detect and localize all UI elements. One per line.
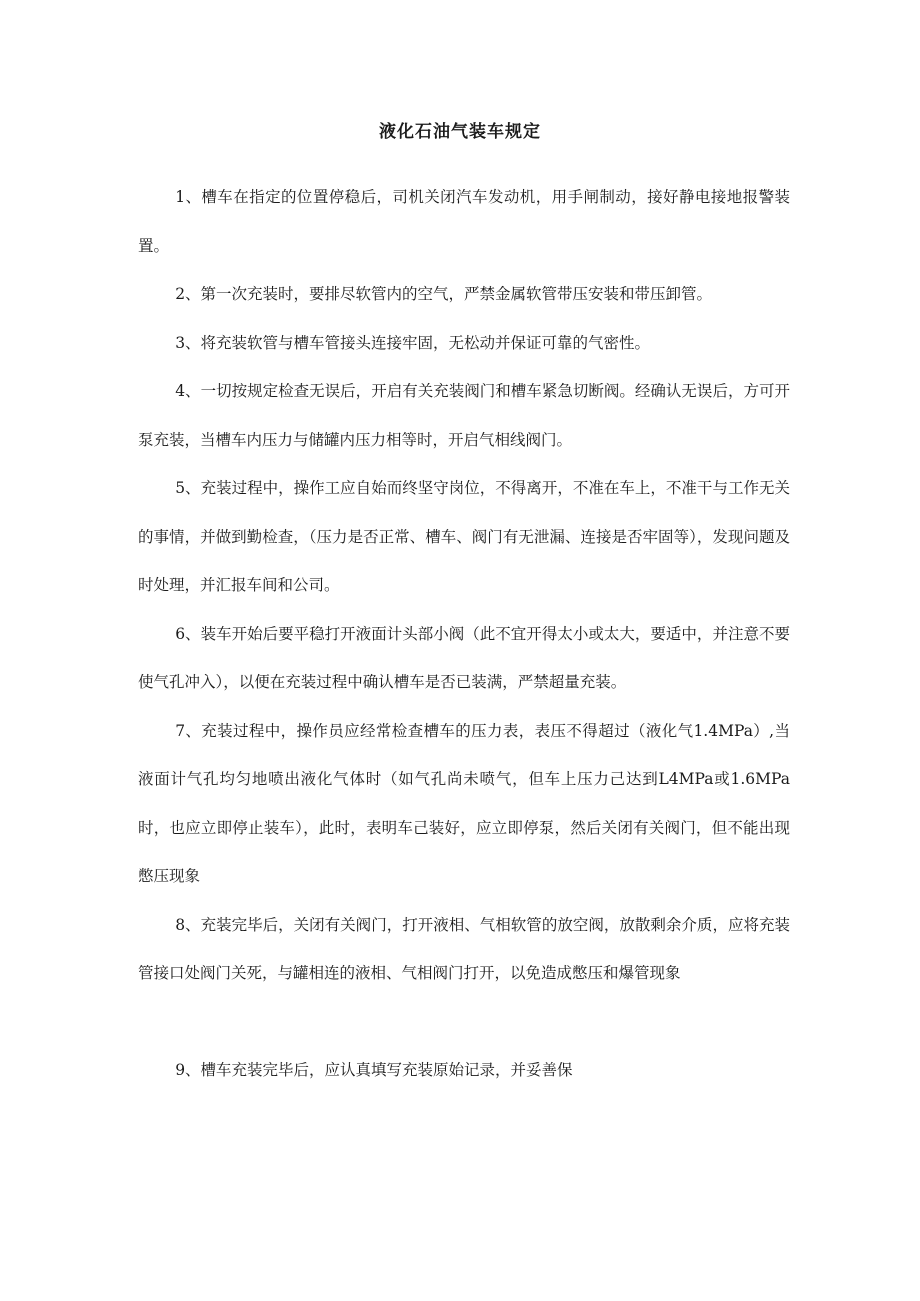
paragraph-5: 5、充装过程中，操作工应自始而终坚守岗位，不得离开，不准在车上，不准干与工作无关的事情，并做到勤检查，（压力是否正常、槽车、阀门有无泄漏、连接是否牢固等），发现问题及时处理，并汇报车间和公司。 (138, 479, 790, 594)
paragraph-2: 2、第一次充装时，要排尽软管内的空气，严禁金属软管带压安装和带压卸管。 (175, 285, 713, 303)
paragraph-8: 8、充装完毕后，关闭有关阀门，打开液相、气相软管的放空阀，放散剩余介质，应将充装管接口处阀门关死，与罐相连的液相、气相阀门打开，以免造成憋压和爆管现象 (138, 915, 790, 982)
paragraph-6: 6、装车开始后要平稳打开液面计头部小阀（此不宜开得太小或太大，要适中，并注意不要使气孔冲入），以便在充装过程中确认槽车是否已装满，严禁超量充装。 (138, 624, 790, 691)
paragraph-7: 7、充装过程中，操作员应经常检查槽车的压力表，表压不得超过（液化气1.4MPa）,当液面计气孔均匀地喷出液化气体时（如气孔尚未喷气，但车上压力己达到L4MPa或1.6MPa时，也应立即停止装车），此时，表明车己装好，应立即停泵，然后关闭有关阀门，但不能出现憋压现象 (138, 721, 790, 885)
paragraph-4: 4、一切按规定检查无误后，开启有关充装阀门和槽车紧急切断阀。经确认无误后，方可开泵充装，当槽车内压力与储罐内压力相等时，开启气相线阀门。 (138, 382, 790, 449)
paragraph-1: 1、槽车在指定的位置停稳后，司机关闭汽车发动机，用手闸制动，接好静电接地报警装置。 (138, 188, 790, 255)
paragraph-9: 9、槽车充装完毕后，应认真填写充装原始记录，并妥善保 (175, 1060, 573, 1079)
paragraph-3: 3、将充装软管与槽车管接头连接牢固，无松动并保证可靠的气密性。 (175, 333, 651, 352)
document-body (138, 173, 790, 1094)
document-title: 液化石油气装车规定 (379, 122, 541, 142)
